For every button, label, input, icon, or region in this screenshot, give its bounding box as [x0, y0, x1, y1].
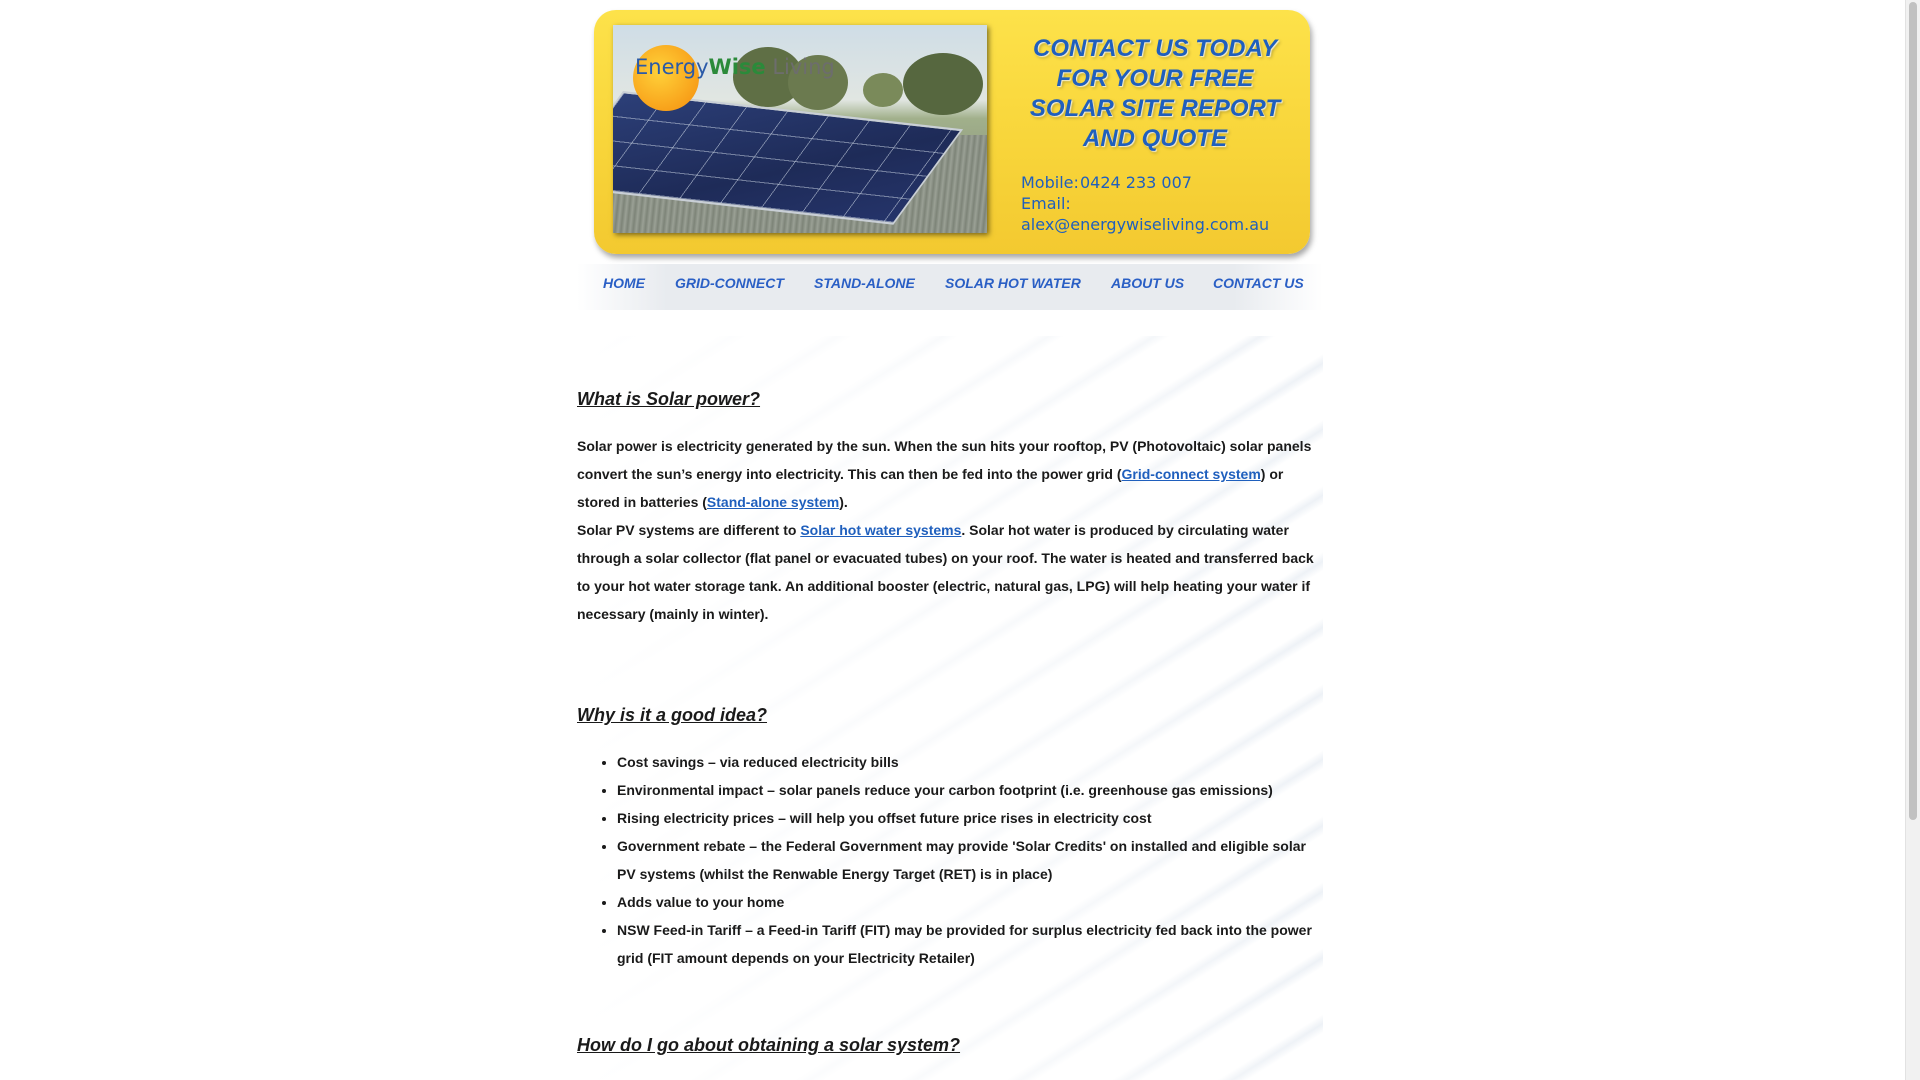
list-item: • Cost savings – via reduced electricity bills	[617, 748, 1323, 776]
email-address: alex@energywiseliving.com.au	[1021, 215, 1270, 234]
list-item: • NSW Feed-in Tariff – a Feed-in Tariff (FIT) may be provided for surplus electricity fed back into the power grid (FIT amount depends on your Electricity Retailer)	[617, 916, 1323, 972]
mobile-label: Mobile:	[1021, 173, 1079, 192]
link-grid-connect[interactable]: Grid-connect system	[1121, 466, 1261, 482]
list-item: • Adds value to your home	[617, 888, 1323, 916]
main-content	[577, 336, 1323, 1080]
nav-home[interactable]: HOME	[603, 275, 645, 291]
solar-panel-photo	[613, 25, 987, 233]
header-banner	[594, 10, 1310, 254]
list-item: • Environmental impact – solar panels reduce your carbon footprint (i.e. greenhouse gas emissions)	[617, 776, 1323, 804]
scrollbar-thumb[interactable]	[1909, 2, 1917, 820]
paragraph-solar-definition: Solar power is electricity generated by the sun. When the sun hits your rooftop, PV (Photovoltaic) solar panels convert the sun’s energy into electricity. This can then be fed into the power grid (Grid-connect system) or stored in batteries (Stand-alone system).	[577, 438, 1312, 510]
nav-contact-us[interactable]: CONTACT US	[1213, 275, 1304, 291]
link-solar-hot-water[interactable]: Solar hot water systems	[800, 522, 962, 538]
benefits-list	[617, 748, 1323, 972]
nav-solar-hot-water[interactable]: SOLAR HOT WATER	[945, 275, 1081, 291]
nav-stand-alone[interactable]: STAND-ALONE	[814, 275, 915, 291]
heading-why-good-idea: Why is it a good idea?	[577, 705, 768, 725]
mobile-number: 0424 233 007	[1080, 173, 1192, 192]
list-item: • Rising electricity prices – will help you offset future price rises in electricity cost	[617, 804, 1323, 832]
energywise-logo[interactable]: EnergyWise Living	[635, 55, 835, 79]
heading-what-is-solar: What is Solar power?	[577, 389, 761, 409]
list-item: • Government rebate – the Federal Government may provide 'Solar Credits' on installed and eligible solar PV systems (whilst the Renwable Energy Target (RET) is in place)	[617, 832, 1323, 888]
email-label: Email:	[1021, 194, 1071, 213]
contact-details	[1021, 172, 1310, 235]
main-nav	[577, 264, 1323, 310]
nav-about-us[interactable]: ABOUT US	[1111, 275, 1185, 291]
paragraph-solar-hot-water: Solar PV systems are different to Solar hot water systems. Solar hot water is produced by circulating water through a solar collector (flat panel or evacuated tubes) on your roof. The water is heated and transferred back to your hot water storage tank. An additional booster (electric, natural gas, LPG) will help heating your water if necessary (mainly in winter).	[577, 522, 1314, 622]
vertical-scrollbar[interactable]	[1905, 0, 1920, 1080]
heading-how-obtain: How do I go about obtaining a solar system?	[577, 1035, 961, 1055]
nav-grid-connect[interactable]: GRID-CONNECT	[675, 275, 784, 291]
link-stand-alone[interactable]: Stand-alone system	[706, 494, 840, 510]
promo-text: CONTACT US TODAY FOR YOUR FREE SOLAR SITE REPORT AND QUOTE	[1029, 35, 1281, 152]
